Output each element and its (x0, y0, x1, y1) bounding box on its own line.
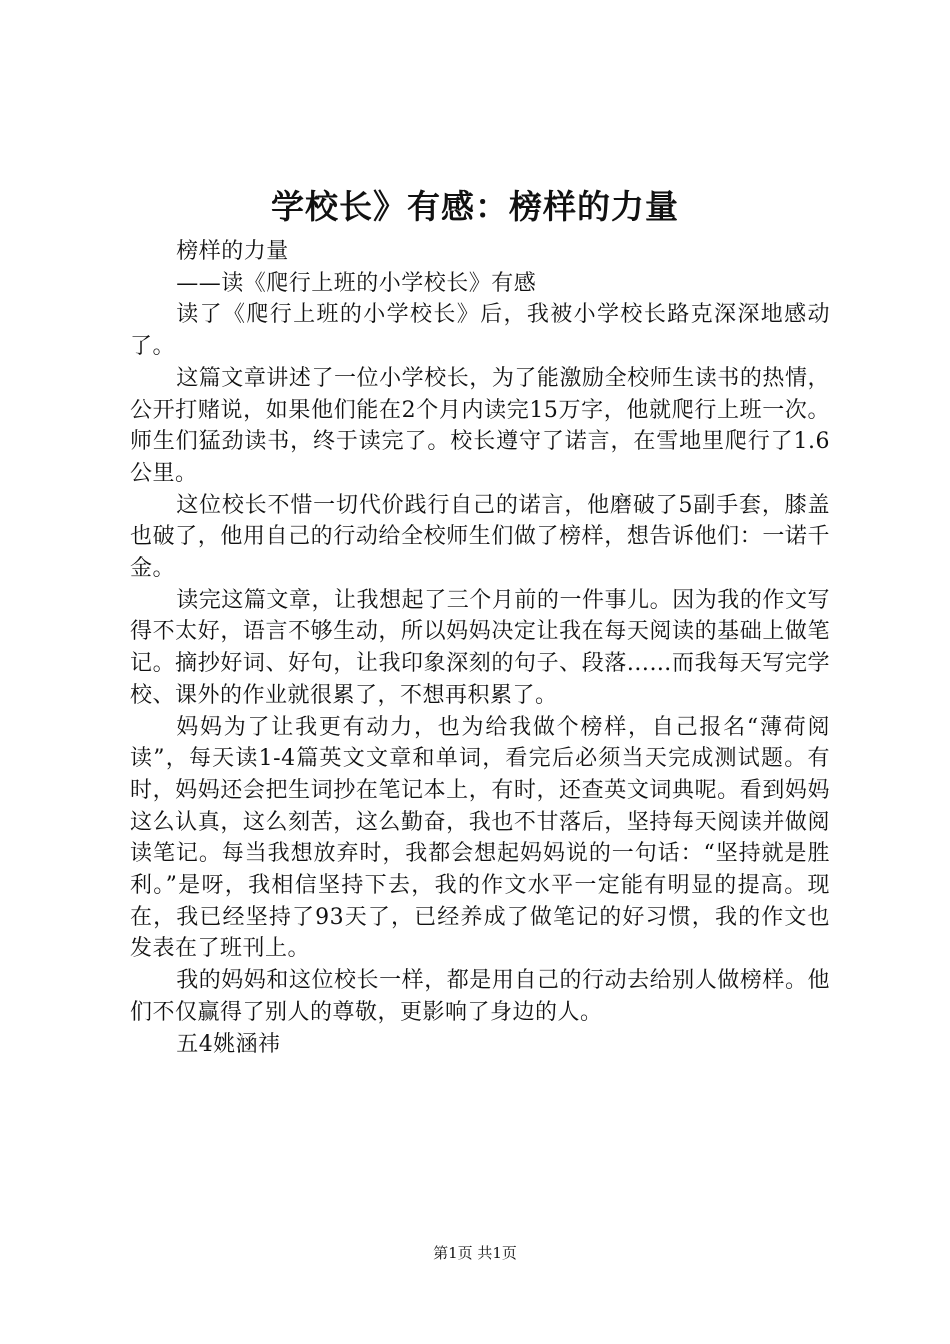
body-paragraph: 读了《爬行上班的小学校长》后，我被小学校长路克深深地感动了。 (130, 302, 830, 360)
subtitle-line: 榜样的力量 (176, 239, 289, 264)
body-paragraph: 这位校长不惜一切代价践行自己的诺言，他磨破了5副手套，膝盖也破了，他用自己的行动给全校师生们做了榜样，想告诉他们：一诺千金。 (130, 492, 830, 582)
subtitle-line: ——读《爬行上班的小学校长》有感 (176, 270, 537, 296)
body-paragraph: 读完这篇文章，让我想起了三个月前的一件事儿。因为我的作文写得不太好，语言不够生动，所以妈妈决定让我在每天阅读的基础上做笔记。摘抄好词、好句，让我印象深刻的句子、段落...…而我每天写完学校、课外的作业就很累了，不想再积累了。 (130, 587, 830, 708)
body-paragraph: 妈妈为了让我更有动力，也为给我做个榜样，自己报名“薄荷阅读”，每天读1-4篇英文文章和单词，看完后必须当天完成测试题。有时，妈妈还会把生词抄在笔记本上，有时，还查英文词典呢。看到妈妈这么认真，这么刻苦，这么勤奋，我也不甘落后，坚持每天阅读并做阅读笔记。每当我想放弃时，我都会想起妈妈说的一句话：“坚持就是胜利。”是呀，我相信坚持下去，我的作文水平一定能有明显的提高。现在，我已经坚持了93天了，已经养成了做笔记的好习惯，我的作文也发表在了班刊上。 (130, 714, 830, 962)
body-paragraph: 这篇文章讲述了一位小学校长，为了能激励全校师生读书的热情，公开打赌说，如果他们能在2个月内读完15万字，他就爬行上班一次。师生们猛劲读书，终于读完了。校长遵守了诺言，在雪地里爬行了1.6公里。 (130, 365, 830, 486)
document-title: 学校长》有感：榜样的力量 (271, 187, 679, 226)
article-body (130, 236, 830, 1060)
body-paragraph: 我的妈妈和这位校长一样，都是用自己的行动去给别人做榜样。他们不仅赢得了别人的尊敬，更影响了身边的人。 (130, 968, 830, 1025)
page-footer: 第1页 共1页 (433, 1244, 517, 1262)
author-line: 五4姚涵祎 (176, 1031, 281, 1057)
